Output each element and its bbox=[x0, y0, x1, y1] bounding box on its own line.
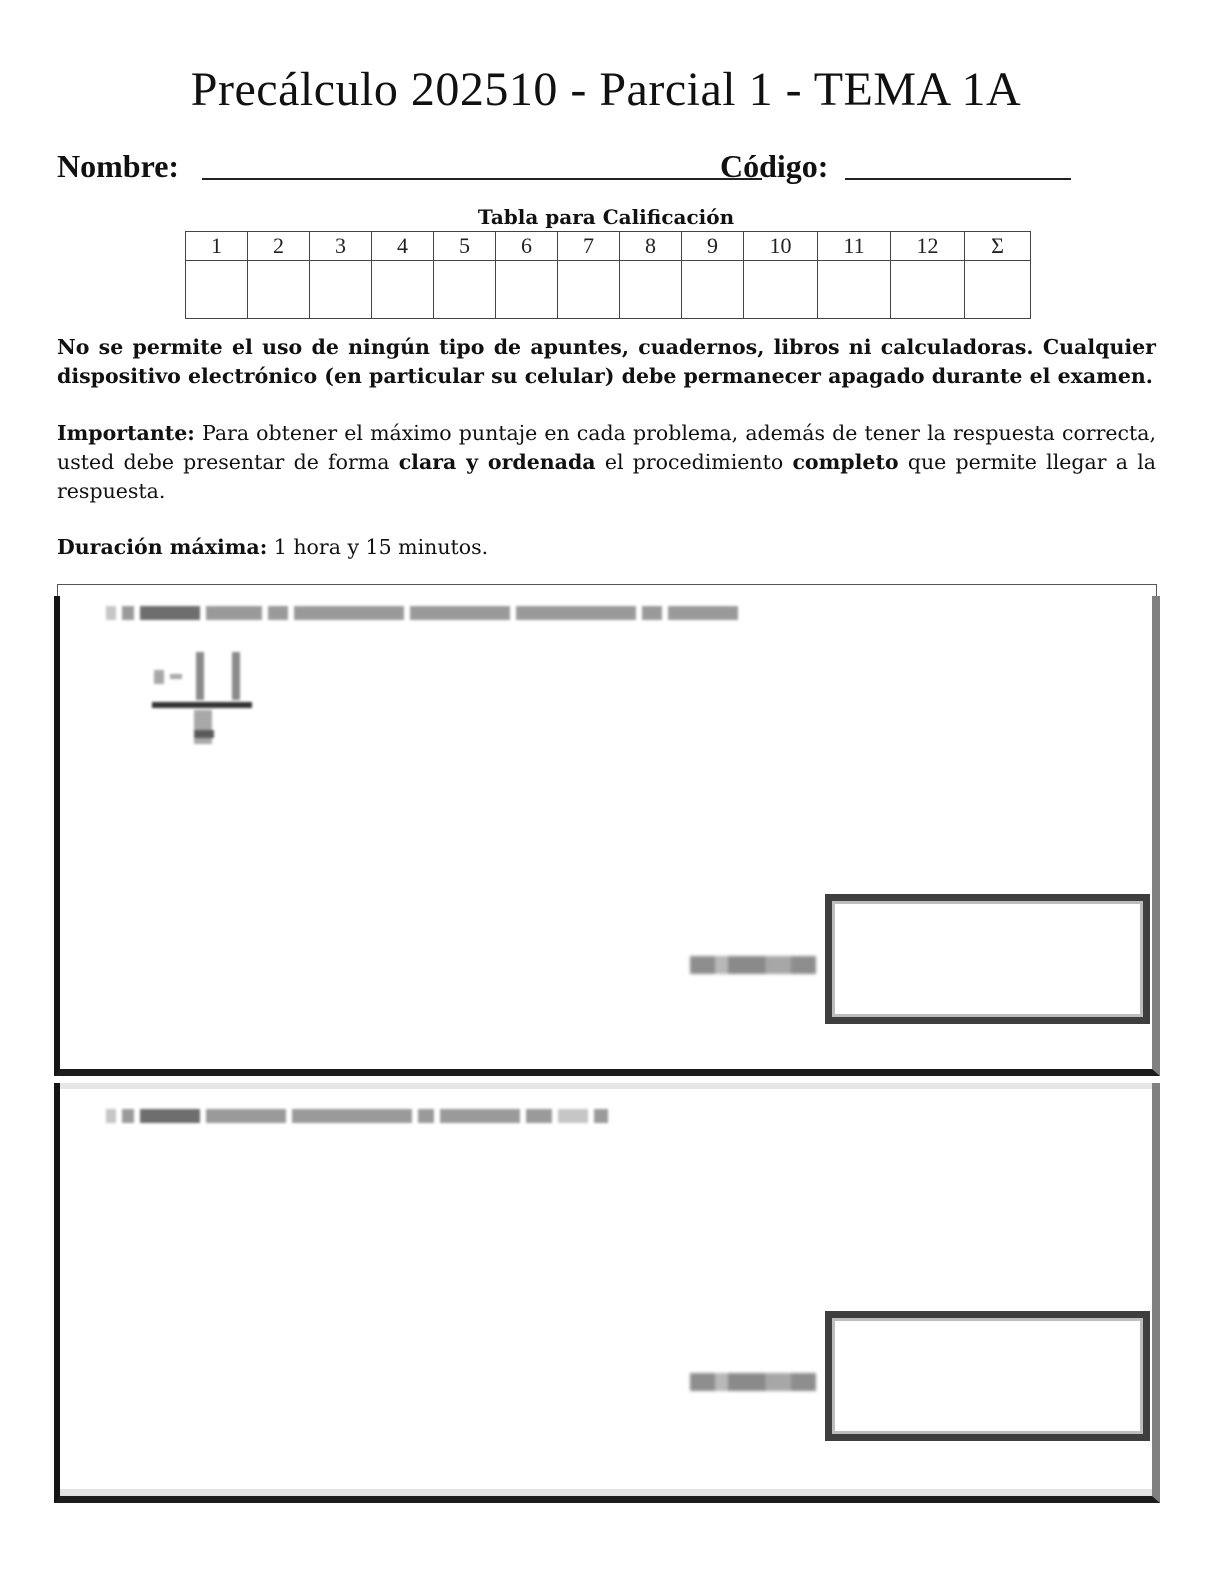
grade-col-header: 12 bbox=[891, 232, 965, 261]
grade-table bbox=[185, 231, 1031, 319]
important-label: Importante: bbox=[57, 421, 195, 445]
problem-1-statement bbox=[106, 604, 738, 622]
important-emphasis: completo bbox=[792, 450, 899, 474]
problem-1 bbox=[54, 596, 1160, 1076]
answer-label bbox=[690, 956, 816, 974]
score-cell[interactable] bbox=[248, 261, 310, 319]
student-info-row bbox=[57, 148, 1157, 188]
rules-notice: No se permite el uso de ningún tipo de apuntes, cuadernos, libros ni calculadoras. Cualquier dispositivo electrónico (en particular su celular) debe permanecer apagado durante el examen. bbox=[57, 335, 1156, 388]
score-cell[interactable] bbox=[558, 261, 620, 319]
problem-2 bbox=[54, 1083, 1160, 1503]
code-label: Código: bbox=[720, 148, 829, 184]
score-cell[interactable] bbox=[818, 261, 891, 319]
score-cell[interactable] bbox=[744, 261, 818, 319]
grade-col-header: 6 bbox=[496, 232, 558, 261]
important-text: que permite llegar a la respuesta. bbox=[57, 450, 1156, 503]
score-cell[interactable] bbox=[682, 261, 744, 319]
score-cell[interactable] bbox=[434, 261, 496, 319]
score-cell[interactable] bbox=[620, 261, 682, 319]
grade-col-header: 10 bbox=[744, 232, 818, 261]
grade-col-header: 4 bbox=[372, 232, 434, 261]
score-cell[interactable] bbox=[891, 261, 965, 319]
score-cell[interactable] bbox=[372, 261, 434, 319]
score-cell[interactable] bbox=[496, 261, 558, 319]
important-text: Para obtener el máximo puntaje en cada problema, además de tener la respuesta correcta, usted debe presentar de forma bbox=[57, 421, 1156, 474]
grade-col-header: 5 bbox=[434, 232, 496, 261]
duration-value: 1 hora y 15 minutos. bbox=[267, 535, 489, 559]
answer-box-2[interactable] bbox=[825, 1311, 1150, 1441]
grade-col-header: 1 bbox=[186, 232, 248, 261]
grade-table-header-row bbox=[186, 232, 1031, 261]
important-notice bbox=[57, 419, 1156, 506]
grade-col-header: 2 bbox=[248, 232, 310, 261]
answer-box-1[interactable] bbox=[825, 894, 1150, 1024]
score-cell[interactable] bbox=[186, 261, 248, 319]
duration-notice bbox=[57, 533, 1156, 562]
problem-1-expression bbox=[150, 652, 260, 762]
problem-2-statement bbox=[106, 1107, 608, 1125]
grade-col-header: 8 bbox=[620, 232, 682, 261]
bottom-shade bbox=[60, 1489, 1152, 1496]
important-text: el procedimiento bbox=[595, 450, 793, 474]
important-emphasis: clara y ordenada bbox=[398, 450, 596, 474]
exam-title: Precálculo 202510 - Parcial 1 - TEMA 1A bbox=[190, 63, 1022, 116]
score-cell[interactable] bbox=[310, 261, 372, 319]
duration-label: Duración máxima: bbox=[57, 535, 268, 559]
grade-col-header: 9 bbox=[682, 232, 744, 261]
grade-col-header: 7 bbox=[558, 232, 620, 261]
grade-col-header-sum: Σ bbox=[965, 232, 1031, 261]
code-field[interactable] bbox=[845, 178, 1071, 180]
grade-table-caption: Tabla para Calificación bbox=[477, 205, 735, 229]
name-field[interactable] bbox=[202, 178, 762, 180]
name-label: Nombre: bbox=[57, 148, 180, 184]
answer-label bbox=[690, 1373, 816, 1391]
grade-table-score-row bbox=[186, 261, 1031, 319]
score-cell-total[interactable] bbox=[965, 261, 1031, 319]
divider-shade bbox=[60, 1083, 1152, 1089]
grade-col-header: 11 bbox=[818, 232, 891, 261]
grade-col-header: 3 bbox=[310, 232, 372, 261]
